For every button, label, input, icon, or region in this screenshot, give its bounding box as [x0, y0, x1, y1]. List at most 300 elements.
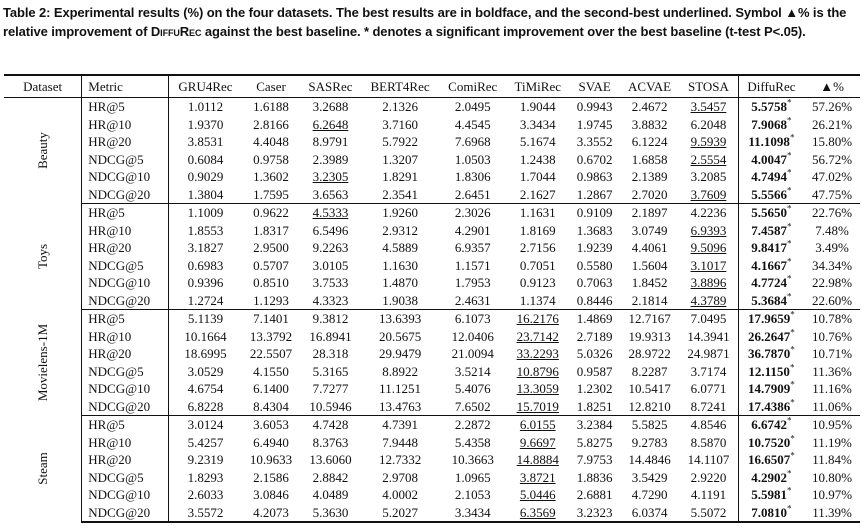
significance-star: *	[787, 256, 792, 267]
header-sasrec: SASRec	[300, 75, 361, 98]
value-cell: 9.3812	[312, 311, 349, 327]
second-best-value: 6.3569	[519, 504, 556, 520]
best-value: 17.4386	[748, 398, 791, 414]
second-best-value: 33.2293	[516, 346, 559, 362]
table-body	[4, 98, 860, 523]
value-cell: 13.6060	[309, 452, 352, 468]
table-row	[4, 380, 860, 398]
diffurec-value-cell	[738, 168, 804, 186]
value-cell: 8.3763	[312, 434, 349, 450]
best-value: 5.5566	[751, 186, 788, 202]
value-cell: 5.8275	[576, 434, 613, 450]
significance-star: *	[790, 433, 795, 444]
value-cell: 3.1827	[169, 239, 242, 257]
value-cell: 2.8166	[253, 116, 289, 132]
value-cell: 12.0406	[451, 328, 494, 344]
value-cell: 1.9044	[519, 99, 556, 115]
improvement-cell: 10.76%	[812, 328, 853, 344]
header-gru4rec: GRU4Rec	[169, 75, 242, 98]
table-row	[4, 133, 860, 151]
table-row	[4, 434, 860, 452]
value-cell: 2.9312	[382, 222, 418, 238]
dataset-label: Toys	[35, 243, 51, 270]
table-row	[4, 222, 860, 240]
improvement-cell: 34.34%	[812, 257, 853, 273]
significance-star: *	[790, 309, 795, 320]
best-value: 14.7909	[748, 381, 791, 397]
best-value: 17.9659	[748, 311, 791, 327]
value-cell: 9.2263	[312, 240, 349, 256]
dataset-cell	[4, 98, 82, 204]
value-cell: 6.9357	[454, 240, 491, 256]
value-cell: 6.8228	[169, 398, 242, 416]
value-cell: 20.5675	[378, 328, 422, 344]
value-cell: 8.9791	[312, 134, 349, 150]
table-row	[4, 98, 860, 116]
value-cell: 4.6754	[169, 380, 242, 398]
value-cell: 14.3941	[687, 328, 730, 344]
value-cell: 1.3207	[382, 151, 418, 167]
significance-star: *	[787, 150, 792, 161]
header-metric: Metric	[82, 75, 169, 98]
second-best-value: 3.5457	[690, 99, 727, 115]
significance-star: *	[787, 485, 792, 496]
second-best-value: 13.3059	[516, 381, 559, 397]
value-cell	[679, 133, 738, 151]
table-row	[4, 328, 860, 346]
metric-cell: HR@5	[88, 311, 125, 327]
best-value: 26.2647	[748, 328, 791, 344]
best-value: 16.6507	[748, 452, 791, 468]
second-best-value: 5.0446	[519, 487, 556, 503]
value-cell	[506, 398, 569, 416]
value-cell: 28.9722	[628, 346, 671, 362]
value-cell: 6.1224	[631, 134, 668, 150]
value-cell: 2.7189	[576, 328, 613, 344]
best-value: 5.5981	[751, 487, 788, 503]
value-cell: 14.4846	[628, 452, 671, 468]
value-cell: 5.1139	[169, 310, 242, 328]
value-cell: 4.3323	[300, 292, 361, 310]
value-cell: 1.0503	[454, 151, 491, 167]
value-cell: 8.5870	[690, 434, 727, 450]
significance-star: *	[787, 415, 792, 426]
header-comirec: ComiRec	[439, 75, 506, 98]
value-cell: 2.0495	[454, 99, 491, 115]
value-cell: 29.9479	[378, 346, 422, 362]
diffurec-value-cell	[738, 469, 804, 487]
table-row	[4, 204, 860, 222]
metric-cell: NDCG@10	[88, 381, 151, 397]
value-cell: 2.1053	[454, 487, 491, 503]
second-best-value: 15.7019	[516, 398, 559, 414]
significance-star: *	[790, 379, 795, 390]
metric-cell: NDCG@5	[88, 257, 144, 273]
value-cell: 0.8510	[253, 275, 289, 291]
results-table	[4, 74, 860, 523]
value-cell: 4.0002	[382, 487, 418, 503]
value-cell	[679, 151, 738, 169]
value-cell: 4.7428	[312, 417, 349, 433]
value-cell: 2.7156	[519, 240, 556, 256]
value-cell: 1.9239	[576, 240, 613, 256]
best-value: 7.0810	[751, 504, 788, 520]
value-cell: 3.8531	[169, 133, 242, 151]
improvement-cell: 11.19%	[812, 434, 852, 450]
metric-cell: HR@10	[88, 328, 132, 344]
value-cell: 3.0105	[312, 257, 349, 273]
header-row	[4, 75, 860, 98]
metric-cell: NDCG@5	[88, 363, 144, 379]
metric-cell: NDCG@20	[82, 504, 169, 523]
table-row	[4, 116, 860, 134]
improvement-cell: 7.48%	[815, 222, 849, 238]
significance-star: *	[790, 397, 795, 408]
table-row	[4, 274, 860, 292]
second-best-value: 23.7142	[516, 328, 559, 344]
second-best-value: 3.8721	[519, 469, 556, 485]
value-cell: 0.9863	[576, 169, 613, 185]
value-cell: 6.5496	[312, 222, 349, 238]
value-cell: 7.9448	[382, 434, 418, 450]
value-cell: 1.9038	[361, 292, 440, 310]
improvement-cell: 11.39%	[804, 504, 860, 523]
diffurec-value-cell	[738, 310, 804, 328]
second-best-value: 9.5939	[690, 134, 727, 150]
value-cell: 0.7051	[519, 257, 556, 273]
value-cell: 1.8452	[631, 275, 668, 291]
significance-star: *	[789, 362, 795, 373]
value-cell: 1.1630	[382, 257, 418, 273]
value-cell: 1.8293	[169, 469, 242, 487]
significance-star: *	[787, 238, 792, 249]
value-cell: 6.1073	[454, 311, 491, 327]
metric-cell: HR@5	[88, 99, 125, 115]
diffurec-value-cell	[738, 204, 804, 222]
metric-cell: NDCG@10	[88, 169, 151, 185]
value-cell: 2.1627	[506, 186, 569, 204]
diffurec-value-cell	[738, 186, 804, 204]
metric-cell: NDCG@10	[88, 275, 151, 291]
best-value: 4.1667	[751, 257, 788, 273]
value-cell: 9.2319	[169, 451, 242, 469]
caption-model-name: DiffuRec	[150, 24, 202, 39]
best-value: 4.7494	[751, 169, 788, 185]
second-best-value: 9.5096	[690, 240, 727, 256]
improvement-cell: 26.21%	[812, 116, 853, 132]
diffurec-value-cell	[738, 257, 804, 275]
improvement-cell: 11.06%	[804, 398, 860, 416]
second-best-value: 14.8884	[516, 452, 559, 468]
table-row	[4, 345, 860, 363]
value-cell: 3.5429	[631, 469, 668, 485]
diffurec-value-cell	[738, 328, 804, 346]
metric-cell: NDCG@20	[82, 292, 169, 310]
value-cell: 1.3602	[253, 169, 289, 185]
value-cell: 4.7391	[382, 417, 418, 433]
best-value: 5.3684	[751, 292, 788, 308]
value-cell: 3.5572	[169, 504, 242, 523]
metric-cell: HR@10	[88, 116, 132, 132]
improvement-cell: 10.95%	[812, 417, 853, 433]
value-cell: 5.4257	[169, 434, 242, 452]
value-cell: 2.3541	[361, 186, 440, 204]
diffurec-value-cell	[738, 451, 804, 469]
significance-star: *	[790, 450, 795, 461]
value-cell: 13.4763	[361, 398, 440, 416]
improvement-cell: 11.84%	[812, 452, 852, 468]
best-value: 36.7870	[748, 346, 791, 362]
best-value: 9.8417	[751, 240, 788, 256]
header-caser: Caser	[242, 75, 300, 98]
value-cell: 1.8836	[576, 469, 613, 485]
significance-star: *	[787, 221, 792, 232]
value-cell: 1.3683	[576, 222, 613, 238]
improvement-cell: 10.80%	[812, 469, 853, 485]
dataset-cell	[4, 204, 82, 310]
value-cell: 7.7277	[312, 381, 349, 397]
value-cell	[300, 116, 361, 134]
table-row	[4, 186, 860, 204]
second-best-value: 6.0155	[519, 417, 556, 433]
value-cell: 0.9758	[253, 151, 289, 167]
value-cell	[300, 204, 361, 222]
significance-star: *	[787, 97, 792, 108]
value-cell: 2.7020	[620, 186, 679, 204]
diffurec-value-cell	[738, 274, 804, 292]
header-svae: SVAE	[569, 75, 619, 98]
value-cell: 7.1401	[253, 311, 289, 327]
dataset-label: Steam	[35, 452, 51, 485]
metric-cell: HR@10	[88, 222, 132, 238]
second-best-value: 3.7609	[690, 186, 727, 202]
value-cell: 2.1897	[631, 205, 668, 221]
value-cell: 0.8446	[569, 292, 619, 310]
value-cell	[506, 380, 569, 398]
best-value: 7.4587	[751, 222, 788, 238]
value-cell: 2.4672	[631, 99, 668, 115]
value-cell: 2.6451	[439, 186, 506, 204]
significance-star: *	[790, 327, 795, 338]
table-row	[4, 504, 860, 523]
value-cell: 5.4076	[454, 381, 491, 397]
significance-star: *	[787, 167, 792, 178]
value-cell: 1.8306	[454, 169, 491, 185]
header-timirec: TiMiRec	[506, 75, 569, 98]
improvement-cell: 22.60%	[804, 292, 860, 310]
best-value: 5.5758	[751, 99, 788, 115]
value-cell: 5.0326	[576, 346, 613, 362]
value-cell	[679, 292, 738, 310]
value-cell: 1.8169	[519, 222, 556, 238]
diffurec-value-cell	[738, 416, 804, 434]
significance-star: *	[787, 185, 792, 196]
best-value: 12.1150	[748, 363, 790, 379]
value-cell: 5.3630	[300, 504, 361, 523]
value-cell: 1.0965	[454, 469, 491, 485]
value-cell: 6.0771	[690, 381, 727, 397]
value-cell: 3.6563	[300, 186, 361, 204]
diffurec-value-cell	[738, 222, 804, 240]
caption-part2: against the best baseline. * denotes a significant improvement over the best baseline (t-test P<.05).	[201, 24, 806, 39]
value-cell: 8.8922	[382, 363, 418, 379]
value-cell: 1.8291	[382, 169, 418, 185]
value-cell	[679, 98, 738, 116]
value-cell: 2.1814	[620, 292, 679, 310]
diffurec-value-cell	[738, 486, 804, 504]
value-cell: 5.3165	[312, 363, 349, 379]
value-cell: 3.5214	[454, 363, 491, 379]
value-cell: 1.1571	[454, 257, 491, 273]
value-cell: 4.1191	[690, 487, 727, 503]
value-cell	[679, 257, 738, 275]
value-cell: 0.9109	[576, 205, 613, 221]
value-cell: 0.7063	[576, 275, 613, 291]
second-best-value: 3.8896	[690, 275, 727, 291]
improvement-cell: 22.98%	[812, 275, 853, 291]
value-cell: 0.9943	[576, 99, 613, 115]
metric-cell: NDCG@20	[82, 186, 169, 204]
table-row	[4, 486, 860, 504]
best-value: 4.0047	[751, 151, 788, 167]
value-cell: 13.6393	[378, 311, 422, 327]
value-cell: 1.2867	[569, 186, 619, 204]
value-cell: 4.7290	[631, 487, 668, 503]
value-cell: 10.5417	[628, 381, 671, 397]
value-cell: 6.2048	[690, 116, 727, 132]
value-cell: 2.8842	[312, 469, 349, 485]
value-cell: 2.1326	[382, 99, 418, 115]
value-cell: 24.9871	[687, 346, 730, 362]
value-cell: 9.2783	[631, 434, 668, 450]
value-cell	[506, 434, 569, 452]
value-cell: 1.0112	[169, 98, 242, 116]
diffurec-value-cell	[738, 292, 804, 310]
header-dataset: Dataset	[4, 75, 82, 98]
improvement-cell: 11.16%	[812, 381, 852, 397]
value-cell: 1.7044	[519, 169, 556, 185]
header-diffurec: DiffuRec	[738, 75, 804, 98]
metric-cell: HR@10	[88, 434, 132, 450]
value-cell: 16.8941	[309, 328, 352, 344]
value-cell: 1.8553	[169, 222, 242, 240]
caption-part1: Table 2: Experimental results (%) on the four datasets. The best results are in boldface, and the second-best underlined. Symbol ▲% is the relative improvement of	[3, 5, 847, 39]
value-cell: 3.6053	[253, 417, 289, 433]
best-value: 4.7724	[751, 275, 788, 291]
second-best-value: 2.5554	[690, 151, 727, 167]
value-cell: 3.2323	[569, 504, 619, 523]
table-row	[4, 363, 860, 381]
value-cell: 3.3552	[576, 134, 613, 150]
value-cell: 1.4870	[382, 275, 418, 291]
value-cell: 3.2688	[312, 99, 349, 115]
header-stosa: STOSA	[679, 75, 738, 98]
second-best-value: 6.9393	[690, 222, 727, 238]
value-cell: 0.9123	[519, 275, 556, 291]
value-cell: 12.8210	[620, 398, 679, 416]
diffurec-value-cell	[738, 504, 804, 523]
value-cell	[506, 310, 569, 328]
second-best-value: 3.2305	[312, 169, 349, 185]
table-row	[4, 451, 860, 469]
metric-cell: HR@20	[88, 240, 132, 256]
value-cell	[506, 363, 569, 381]
value-cell: 4.2073	[242, 504, 300, 523]
table-row	[4, 257, 860, 275]
value-cell: 4.5889	[382, 240, 418, 256]
diffurec-value-cell	[738, 98, 804, 116]
value-cell: 8.4304	[242, 398, 300, 416]
diffurec-value-cell	[738, 133, 804, 151]
value-cell: 3.7160	[382, 116, 418, 132]
metric-cell: NDCG@10	[88, 487, 151, 503]
value-cell: 2.2872	[454, 417, 491, 433]
table-row	[4, 239, 860, 257]
value-cell: 0.9587	[576, 363, 613, 379]
value-cell: 10.9633	[249, 452, 293, 468]
value-cell: 3.0124	[169, 416, 242, 434]
value-cell: 3.2384	[576, 417, 613, 433]
value-cell: 2.9708	[382, 469, 418, 485]
value-cell: 7.9753	[576, 452, 613, 468]
value-cell: 0.6702	[576, 151, 613, 167]
value-cell: 4.4048	[253, 134, 289, 150]
header-bert4rec: BERT4Rec	[361, 75, 440, 98]
improvement-cell: 3.49%	[815, 240, 849, 256]
second-best-value: 16.2176	[516, 311, 559, 327]
improvement-cell: 10.97%	[812, 487, 853, 503]
value-cell: 4.4061	[631, 240, 668, 256]
value-cell	[679, 186, 738, 204]
best-value: 5.5650	[751, 205, 788, 221]
value-cell: 1.5604	[631, 257, 668, 273]
metric-cell: NDCG@20	[82, 398, 169, 416]
best-value: 6.6742	[751, 417, 788, 433]
dataset-cell	[4, 310, 82, 416]
diffurec-value-cell	[738, 398, 804, 416]
metric-cell: HR@5	[88, 205, 125, 221]
value-cell: 2.4631	[439, 292, 506, 310]
second-best-value: 9.6697	[519, 434, 556, 450]
value-cell: 2.3989	[312, 151, 349, 167]
value-cell: 1.1009	[169, 204, 242, 222]
value-cell: 8.7241	[679, 398, 738, 416]
value-cell: 3.3434	[439, 504, 506, 523]
value-cell: 2.6881	[576, 487, 613, 503]
diffurec-value-cell	[738, 116, 804, 134]
value-cell: 4.0489	[312, 487, 349, 503]
value-cell: 0.5707	[253, 257, 289, 273]
value-cell: 10.1664	[169, 328, 242, 346]
value-cell: 13.3792	[249, 328, 293, 344]
diffurec-value-cell	[738, 380, 804, 398]
dataset-cell	[4, 416, 82, 523]
value-cell	[679, 239, 738, 257]
value-cell: 1.9745	[576, 116, 613, 132]
value-cell: 3.8832	[631, 116, 668, 132]
value-cell: 1.4869	[576, 311, 613, 327]
significance-star: *	[790, 344, 795, 355]
value-cell: 1.6188	[253, 99, 289, 115]
value-cell: 2.9500	[253, 240, 289, 256]
value-cell	[506, 504, 569, 523]
value-cell: 2.1586	[253, 469, 289, 485]
value-cell: 6.1400	[253, 381, 289, 397]
value-cell: 18.6995	[169, 345, 242, 363]
value-cell: 8.2287	[631, 363, 668, 379]
second-best-value: 4.5333	[312, 205, 349, 221]
significance-star: *	[787, 115, 792, 126]
